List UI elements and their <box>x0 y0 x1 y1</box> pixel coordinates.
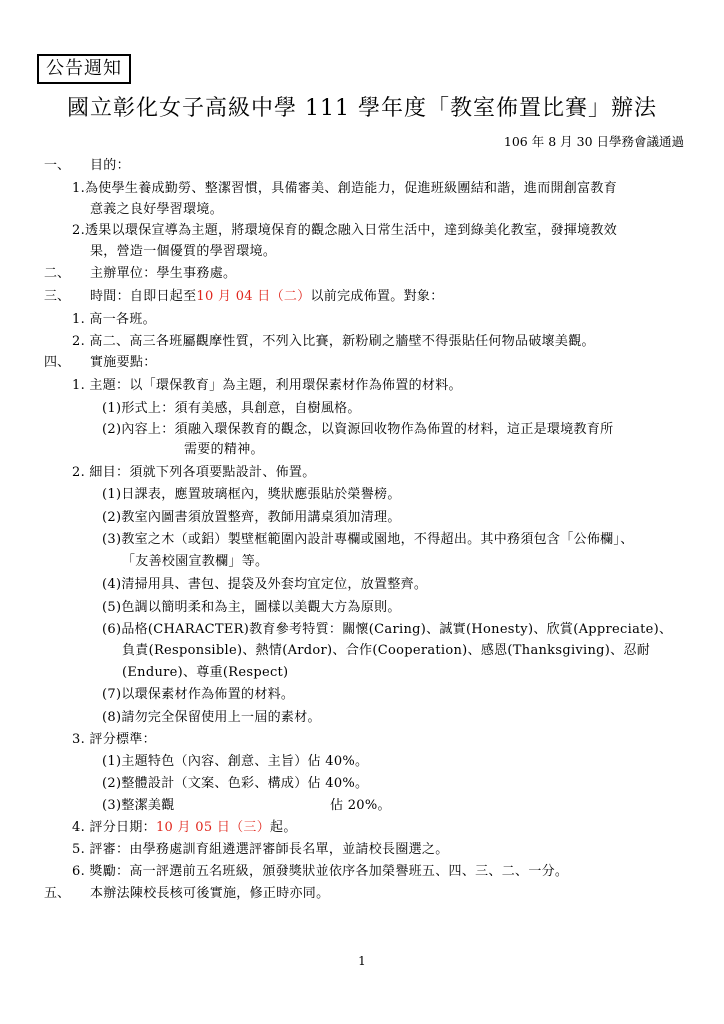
scoring-date-label: 4. 評分日期： <box>72 820 156 835</box>
section-4-criterion-3-value: 佔 20%。 <box>330 798 391 813</box>
section-5-number: 五、 <box>44 886 71 901</box>
section-2-text: 主辦單位：學生事務處。 <box>90 266 237 281</box>
section-3-number: 三、 <box>44 289 71 304</box>
section-4-criteria: 3. 評分標準： <box>72 732 156 747</box>
section-3-item-2: 2. 高二、高三各班屬觀摩性質，不列入比賽，新粉刷之牆壁不得張貼任何物品破壞美觀。 <box>72 334 595 349</box>
scoring-date-suffix: 起。 <box>270 820 297 835</box>
section-4-theme: 1. 主題：以「環保教育」為主題，利用環保素材作為佈置的材料。 <box>72 378 462 393</box>
section-2-number: 二、 <box>44 266 71 281</box>
section-4-number: 四、 <box>44 355 71 370</box>
section-4-theme-a: (1)形式上：須有美感，具創意，自樹風格。 <box>102 401 361 416</box>
section-4-scoring-date <box>72 819 297 837</box>
section-1-item-1-line-2: 意義之良好學習環境。 <box>90 202 224 217</box>
section-3-item-1: 1. 高一各班。 <box>72 312 156 327</box>
section-4-detail-5: (5)色調以簡明柔和為主，圖樣以美觀大方為原則。 <box>102 600 401 615</box>
section-1-number: 一、 <box>44 158 71 173</box>
section-4-detail-6-line-1: (6)品格(CHARACTER)教育參考特質：關懷(Caring)、誠實(Honesty)、欣賞(Appreciate)、 <box>102 622 673 637</box>
scoring-date-value: 10 月 05 日（三） <box>155 820 271 835</box>
section-4-detail-6-line-2: 負責(Responsible)、熱情(Ardor)、合作(Cooperation)、感恩(Thanksgiving)、忍耐 <box>122 643 651 658</box>
section-4-criterion-1: (1)主題特色（內容、創意、主旨）佔 40%。 <box>102 754 369 769</box>
section-4-detail-3-line-1: (3)教室之木（或鋁）製壁框範圍內設計專欄或園地，不得超出。其中務須包含「公佈欄」、 <box>102 532 634 547</box>
section-4-detail-7: (7)以環保素材作為佈置的材料。 <box>102 687 295 702</box>
section-4-theme-b-line-1: (2)內容上：須融入環保教育的觀念，以資源回收物作為佈置的材料，這正是環境教育所 <box>102 422 614 437</box>
section-4-detail-4: (4)清掃用具、書包、提袋及外套均宜定位，放置整齊。 <box>102 577 428 592</box>
section-5-text: 本辦法陳校長核可後實施，修正時亦同。 <box>90 886 330 901</box>
section-4-heading: 實施要點： <box>90 355 157 370</box>
section-4-rewards: 6. 獎勵：高一評選前五名班級，頒發獎狀並依序各加榮譽班五、四、三、二、一分。 <box>72 864 569 879</box>
section-4-detail-8: (8)請勿完全保留使用上一屆的素材。 <box>102 710 321 725</box>
section-4-detail-2: (2)教室內圖書須放置整齊，教師用講桌須加清理。 <box>102 510 401 525</box>
page-title: 國立彰化女子高級中學 111 學年度「教室佈置比賽」辦法 <box>67 96 657 121</box>
notice-label: 公告週知 <box>37 54 131 84</box>
section-4-judges: 5. 評審：由學務處訓育組遴選評審師長名單，並請校長圈選之。 <box>72 842 449 857</box>
section-4-detail-6-line-3: (Endure)、尊重(Respect) <box>122 665 289 680</box>
section-1-item-2-line-1: 2.透果以環保宣導為主題，將環境保育的觀念融入日常生活中，達到綠美化教室，發揮境教效 <box>72 223 618 238</box>
section-4-criterion-3-label: (3)整潔美觀 <box>102 798 175 813</box>
section-1-heading: 目的： <box>90 158 130 173</box>
section-1-item-1-line-1: 1.為使學生養成勤勞、整潔習慣，具備審美、創造能力，促進班級團結和諧，進而開創富教育 <box>72 181 618 196</box>
section-4-criterion-2: (2)整體設計（文案、色彩、構成）佔 40%。 <box>102 776 369 791</box>
section-4-detail-3-line-2: 「友善校園宣教欄」等。 <box>122 554 269 569</box>
section-4-theme-b-line-2: 需要的精神。 <box>184 442 264 457</box>
approval-note: 106 年 8 月 30 日學務會議通過 <box>503 134 684 149</box>
section-4-details: 2. 細目：須就下列各項要點設計、佈置。 <box>72 465 316 480</box>
section-3-time-suffix: 以前完成佈置。對象： <box>310 289 444 304</box>
page-number: 1 <box>358 954 366 968</box>
section-4-detail-1: (1)日課表，應置玻璃框內，獎狀應張貼於榮譽榜。 <box>102 487 401 502</box>
section-3-time-line <box>90 288 444 306</box>
section-3-deadline: 10 月 04 日（二） <box>196 289 311 304</box>
section-1-item-2-line-2: 果，營造一個優質的學習環境。 <box>90 244 277 259</box>
section-3-time-label: 時間：自即日起至 <box>90 289 197 304</box>
